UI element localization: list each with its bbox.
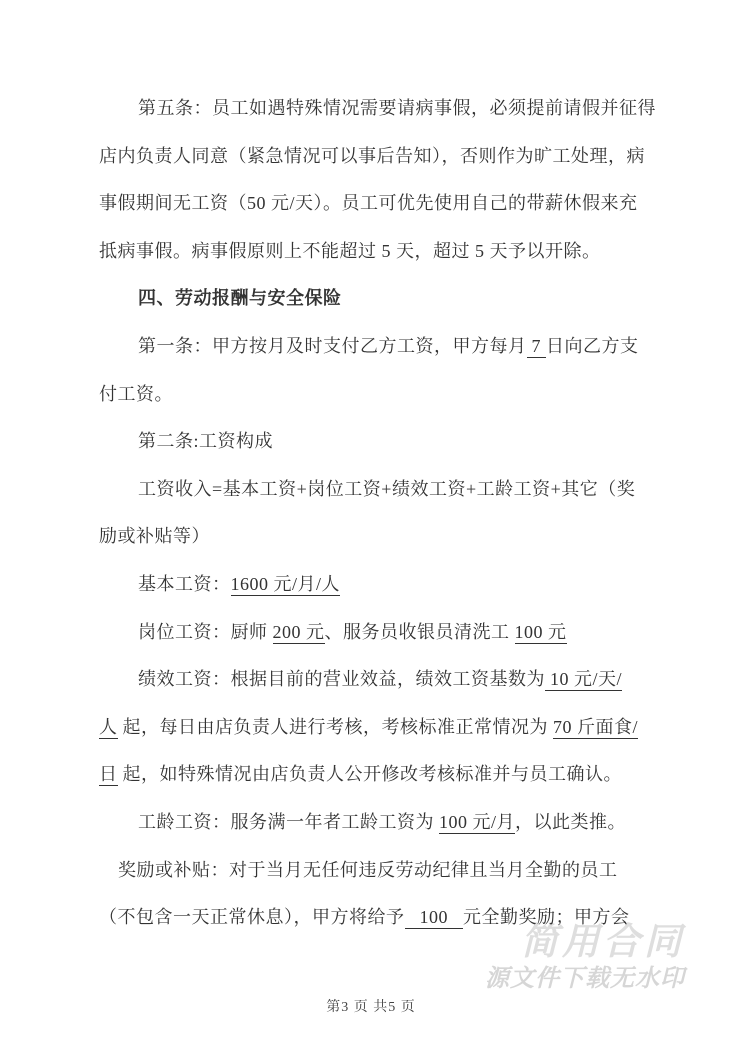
filled-blank-value: 70 斤面食/ — [553, 716, 639, 737]
text-line — [99, 238, 647, 286]
text-line — [99, 143, 647, 191]
filled-blank-value: 100 元 — [514, 621, 567, 642]
text-line — [99, 95, 656, 143]
text-segment: 四、劳动报酬与安全保险 — [138, 288, 342, 309]
text-line — [99, 476, 647, 524]
text-line — [99, 571, 647, 619]
text-line — [99, 761, 647, 809]
text-segment: 元全勤奖励；甲方会 — [463, 907, 630, 928]
text-segment: 店内负责人同意（紧急情况可以事后告知），否则作为旷工处理，病 — [99, 145, 645, 166]
text-segment: 奖励或补贴：对于当月无任何违反劳动纪律且当月全勤的员工 — [118, 859, 618, 880]
text-segment: 起，每日由店负责人进行考核，考核标准正常情况为 — [117, 716, 553, 737]
text-line — [99, 857, 647, 905]
text-segment: 岗位工资：厨师 — [138, 621, 273, 642]
filled-blank-value: 1600 元/月/人 — [230, 573, 341, 594]
text-segment: 工资收入=基本工资+岗位工资+绩效工资+工龄工资+其它（奖 — [138, 478, 636, 499]
text-line — [99, 333, 647, 381]
filled-blank-value: 10 元/天/ — [545, 669, 623, 690]
text-line — [99, 428, 647, 476]
filled-blank-value: 100 — [404, 907, 463, 928]
contract-text — [99, 95, 656, 952]
text-segment: 、服务员收银员清洗工 — [324, 621, 515, 642]
text-line — [99, 381, 647, 429]
text-line — [99, 714, 647, 762]
filled-blank-value: 100 元/月 — [439, 811, 516, 832]
text-segment: 事假期间无工资（50 元/天）。员工可优先使用自己的带薪休假来充 — [99, 193, 638, 214]
filled-blank-value: 200 元 — [272, 621, 325, 642]
filled-blank-value: 7 — [526, 335, 546, 356]
text-segment: 工龄工资：服务满一年者工龄工资为 — [138, 811, 439, 832]
page-number-footer: 第3 页 共5 页 — [326, 1000, 416, 1015]
text-segment: ，以此类推。 — [515, 811, 627, 832]
text-line — [99, 190, 647, 238]
text-segment: 励或补贴等） — [99, 526, 210, 547]
text-line — [99, 809, 647, 857]
section-heading — [99, 285, 647, 333]
text-segment: 第二条:工资构成 — [138, 431, 274, 452]
filled-blank-value: 人 — [99, 716, 118, 737]
text-segment: 第一条：甲方按月及时支付乙方工资，甲方每月 — [138, 335, 527, 356]
text-segment: 绩效工资：根据目前的营业效益，绩效工资基数为 — [138, 669, 545, 690]
text-segment: 起，如特殊情况由店负责人公开修改考核标准并与员工确认。 — [117, 764, 622, 785]
watermark-tagline: 源文件下载无水印 — [485, 965, 685, 992]
text-line — [99, 523, 647, 571]
watermark-brand: 简用合同 — [521, 921, 685, 962]
text-segment: 抵病事假。病事假原则上不能超过 5 天，超过 5 天予以开除。 — [99, 240, 601, 261]
text-line — [99, 904, 647, 952]
text-segment: 基本工资： — [138, 573, 231, 594]
text-segment: （不包含一天正常休息），甲方将给予 — [99, 907, 405, 928]
text-segment: 日向乙方支 — [546, 335, 639, 356]
text-segment: 付工资。 — [99, 383, 173, 404]
text-line — [99, 666, 647, 714]
text-segment: 第五条：员工如遇特殊情况需要请病事假，必须提前请假并征得 — [138, 98, 656, 118]
text-line — [99, 619, 647, 667]
filled-blank-value: 日 — [99, 764, 118, 785]
